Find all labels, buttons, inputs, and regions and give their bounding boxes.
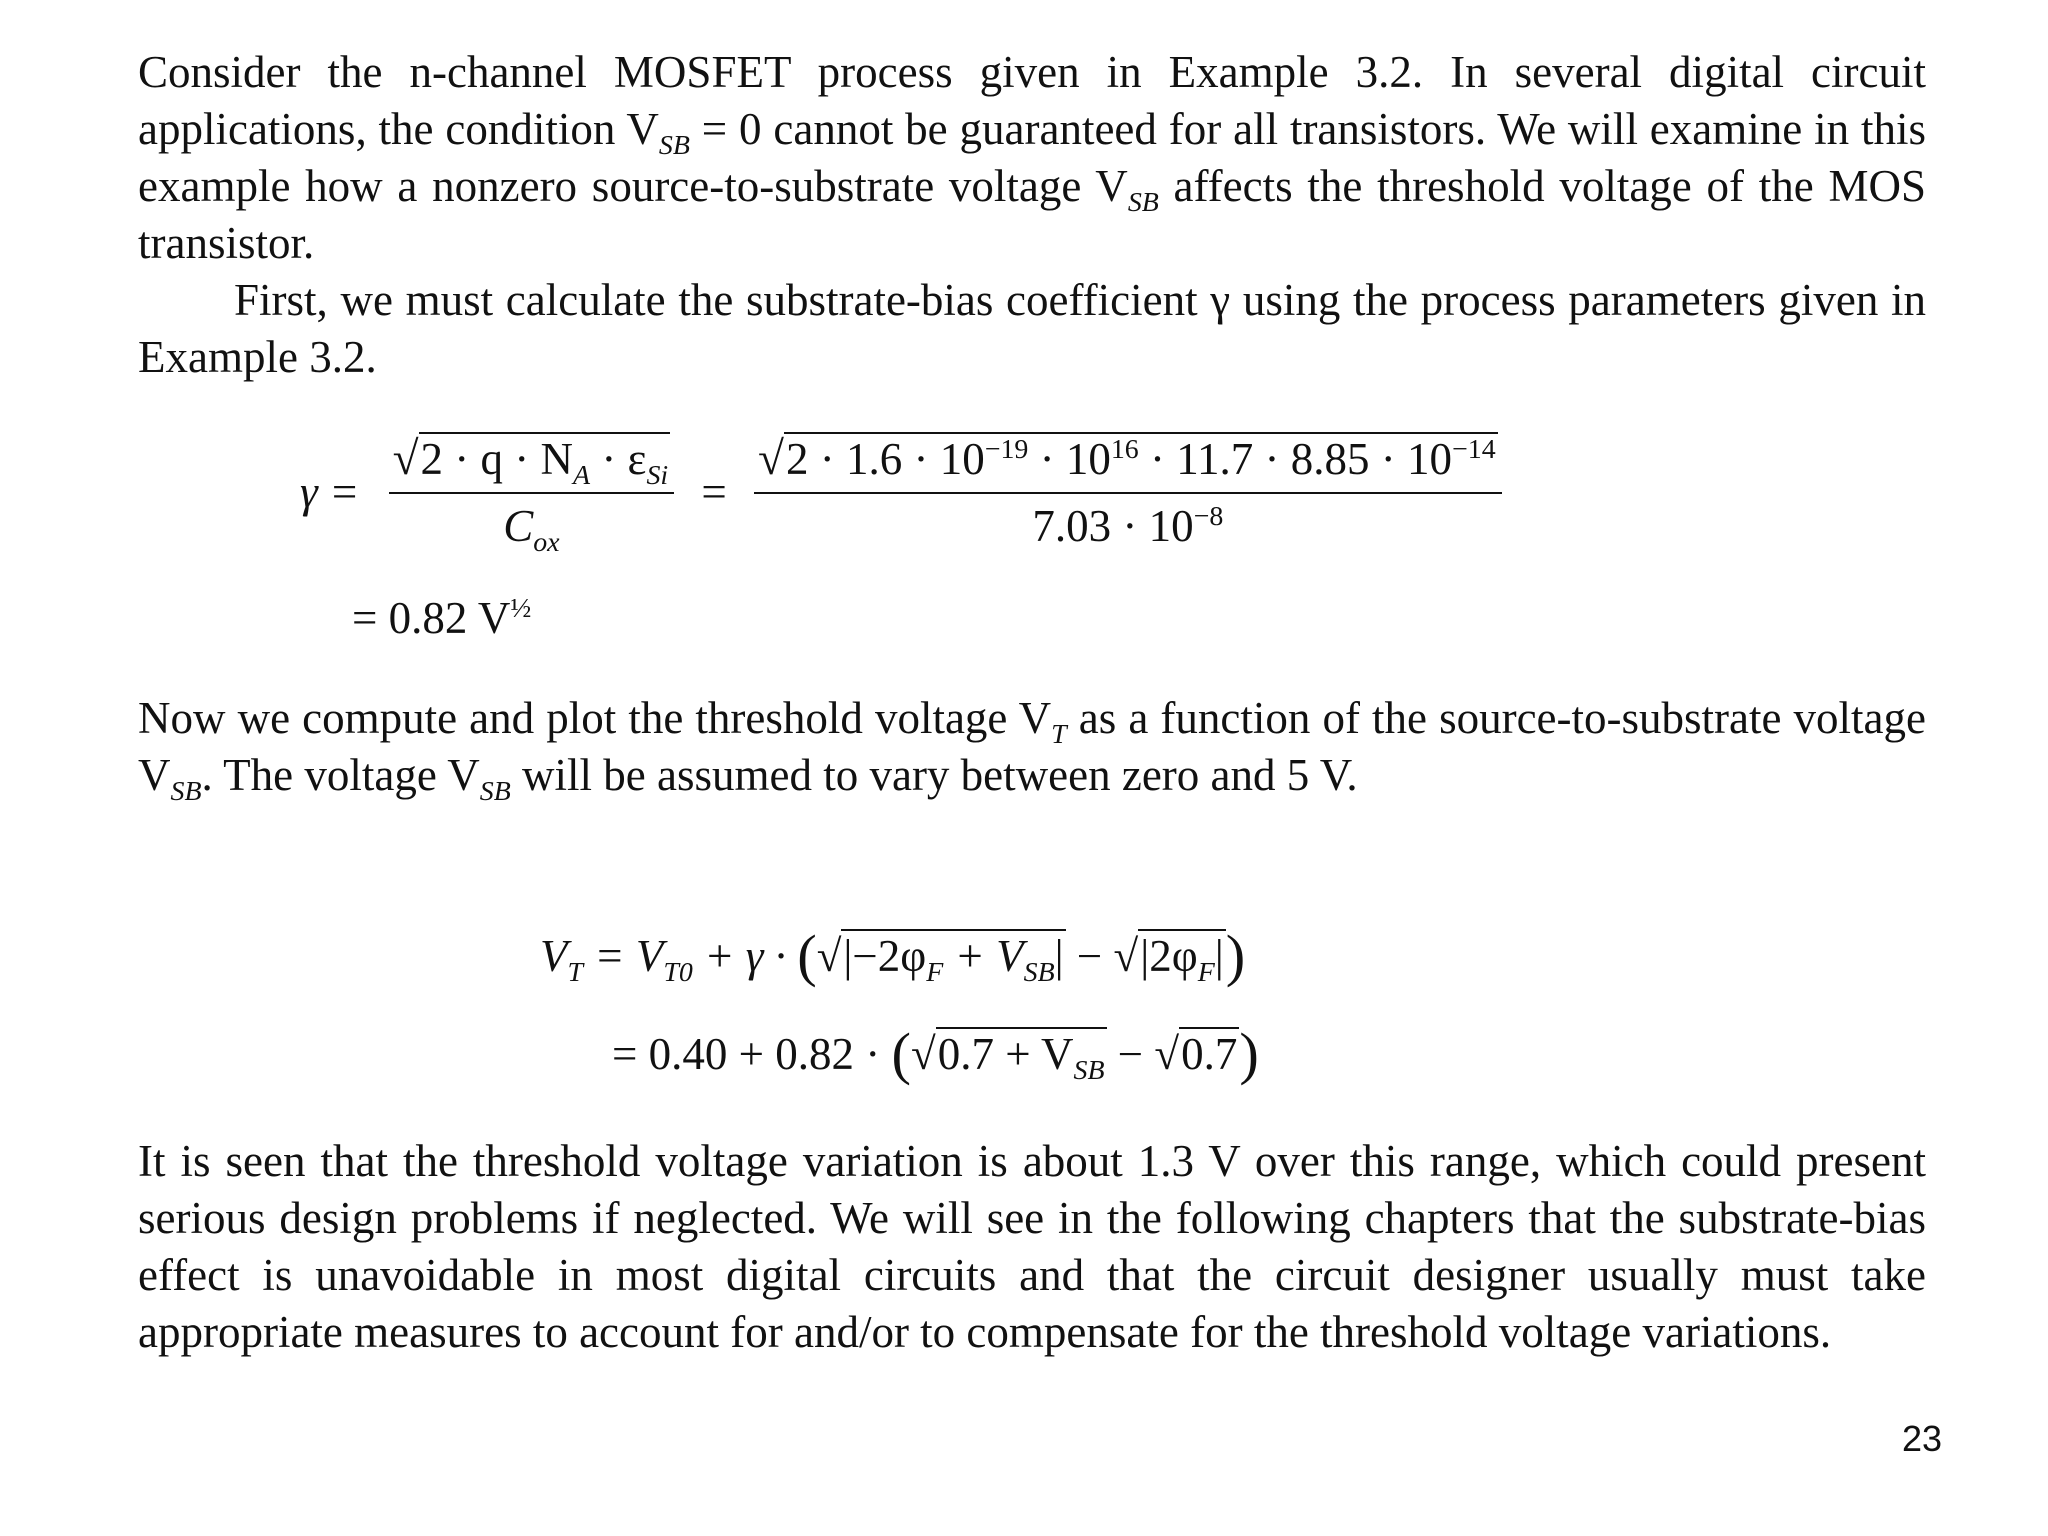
- cox-symbol: C: [503, 501, 534, 551]
- vt-lhs-sub: T: [567, 957, 584, 988]
- f-sub-1: F: [926, 957, 944, 988]
- close-paren-icon-2: ): [1239, 1021, 1259, 1086]
- abs2-close: |: [1214, 931, 1224, 981]
- vt-lhs: V: [540, 931, 568, 981]
- sqrt-icon-5: √: [910, 1029, 936, 1079]
- gamma-result: [352, 592, 531, 644]
- line2-a: = 0.40 + 0.82 ·: [612, 1029, 892, 1079]
- na-subscript: A: [573, 460, 591, 491]
- exp-neg8: −8: [1193, 501, 1224, 532]
- page-number: 23: [1901, 1418, 1942, 1459]
- gamma-equation: [300, 432, 1502, 558]
- close-paren-icon: ): [1225, 923, 1246, 988]
- abs1-close: |: [1054, 931, 1064, 981]
- exp-neg19: −19: [984, 434, 1029, 465]
- gamma-numerator-a: 2 · q · N: [420, 434, 574, 484]
- vt-equation-line1: [540, 922, 1245, 989]
- num2-c: · 11.7 · 8.85 · 10: [1138, 434, 1453, 484]
- minus-1: −: [1065, 931, 1114, 981]
- open-paren-icon: (: [797, 923, 817, 988]
- gamma-lhs: γ =: [300, 467, 360, 517]
- paragraph-conclusion: It is seen that the threshold voltage variation is about 1.3 V over this range, which could present serious design problems if neglected. We will see in the following chapters that the substrate-bias effect is unavoidable in most digital circuits and that the circuit designer usually must take appropriate measures to account for and/or to compensate for the threshold voltage variations.: [138, 1136, 1926, 1357]
- minus-2: −: [1106, 1029, 1155, 1079]
- open-paren-icon-2: (: [891, 1021, 911, 1086]
- f-sub-2: F: [1197, 957, 1215, 988]
- sqrt-icon-2: √: [758, 433, 784, 485]
- line2-sb: SB: [1073, 1055, 1105, 1086]
- gamma-numerator-mid: · ε: [590, 434, 647, 484]
- vsb-subscript: SB: [658, 130, 690, 161]
- num2-a: 2 · 1.6 · 10: [785, 434, 985, 484]
- vt-plus-gamma: + γ ·: [692, 931, 798, 981]
- sqrt-icon-3: √: [816, 931, 842, 981]
- den2-a: 7.03 · 10: [1032, 501, 1194, 551]
- paragraph-vt-intro: Now we compute and plot the threshold voltage $V_T$ as a function of the source-to-substrate voltage $V_{SB}$. The voltage $V_{SB}$ will be assumed to vary between zero and 5 V.: [138, 693, 1926, 807]
- vt-eq: = V: [583, 931, 664, 981]
- vsb-subscript-2: SB: [1127, 187, 1159, 218]
- exp-neg14: −14: [1452, 434, 1496, 465]
- sqrt-icon-4: √: [1113, 931, 1139, 981]
- sqrt-icon: √: [392, 433, 419, 485]
- num2-b: · 10: [1028, 434, 1111, 484]
- sb-subscript-b: SB: [479, 776, 511, 807]
- abs1: |−2φ: [843, 931, 927, 981]
- paragraph-gamma-intro: First, we must calculate the substrate-bias coefficient γ using the process parameters given in Example 3.2.: [138, 275, 1926, 382]
- line2-under1: 0.7 + V: [937, 1029, 1074, 1079]
- half-exponent: ½: [510, 593, 532, 624]
- ox-subscript: ox: [533, 527, 560, 558]
- paragraph-intro: Consider the n-channel MOSFET process given in Example 3.2. In several digital circuit applications, the condition $V_{SB} = 0$ cannot be guaranteed for all transistors. We will examine in this example how a nonzero source-to-substrate voltage $V_{SB}$ affects the threshold voltage of the MOS transistor.: [138, 47, 1926, 268]
- sb-subscript-a: SB: [170, 776, 202, 807]
- exp-16: 16: [1110, 434, 1139, 465]
- vt0-sub: T0: [663, 957, 693, 988]
- vt-equation-line2: [612, 1020, 1259, 1087]
- t-subscript: T: [1051, 719, 1067, 750]
- equals-sign: =: [701, 467, 727, 517]
- line2-under2: 0.7: [1181, 1029, 1238, 1079]
- gamma-fraction-numeric: [754, 432, 1502, 552]
- gamma-fraction-symbolic: [389, 432, 675, 558]
- sb-sub-eq: SB: [1023, 957, 1055, 988]
- sqrt-icon-6: √: [1154, 1029, 1180, 1079]
- si-subscript: Si: [646, 460, 669, 491]
- gamma-result-value: = 0.82 V: [352, 593, 511, 643]
- abs2: |2φ: [1140, 931, 1198, 981]
- plus-vsb: + V: [943, 931, 1024, 981]
